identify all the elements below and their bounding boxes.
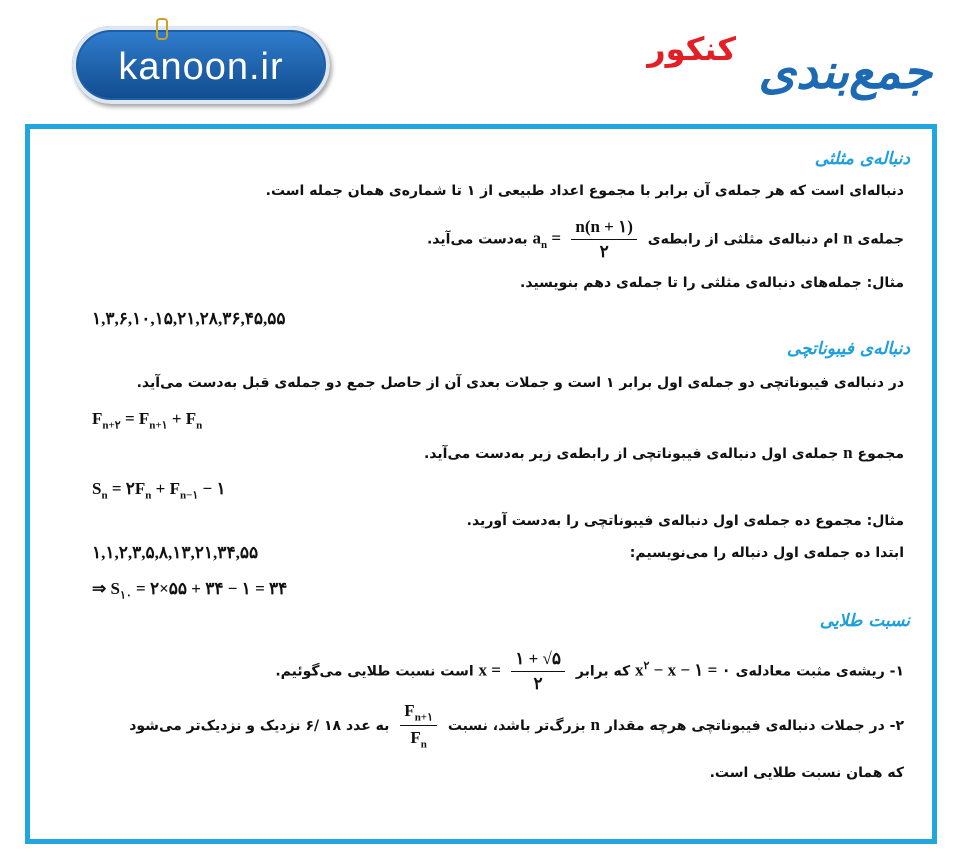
rec-plus: + F [167, 409, 197, 428]
item2-fraction [400, 701, 437, 751]
sum-intro-after: جمله‌ی اول دنباله‌ی فیبوناتچی از رابطه‌ی زیر به‌دست می‌آید. [423, 446, 839, 462]
formula-fraction [571, 217, 637, 262]
triangular-answer: ۱,۳,۶,۱۰,۱۵,۲۱,۲۸,۳۶,۴۵,۵۵ [92, 309, 286, 328]
item2-den-F: F [410, 728, 421, 748]
triangular-heading: دنباله‌ی مثلثی [814, 149, 910, 169]
sum-plus: + F [151, 479, 180, 498]
item2-mid: بزرگ‌تر باشد، نسبت [447, 717, 586, 734]
item1-equation [635, 659, 731, 681]
formula-lhs: a [532, 228, 542, 248]
rec-sub3: n [196, 419, 203, 432]
sum-intro-n: n [843, 443, 853, 462]
golden-heading: نسبت طلایی [819, 611, 910, 631]
sum-F2-sub: n−۱ [180, 489, 199, 502]
brand-jambandi: جمع‌بندی [758, 44, 932, 100]
item1-mid: که برابر [575, 663, 631, 680]
item2-ratio [394, 701, 443, 751]
logo-inner [78, 32, 324, 98]
fibonacci-sum-formula [92, 479, 226, 501]
formula-tail: به‌دست می‌آید. [426, 231, 528, 248]
item1-eq-rest: − x − ۱ = ۰ [649, 660, 731, 680]
result-sub: ۱۰ [119, 589, 132, 602]
sum-eq: = ۲F [107, 479, 146, 498]
triangular-formula: $a_n$ = $\frac{n(n + ۱)}{۲}$ [533, 217, 643, 262]
triangular-example: مثال: جمله‌های دنباله‌ی مثلثی را تا جمله‌ی دهم بنویسید. [520, 275, 904, 291]
paperclip-icon [156, 18, 168, 40]
formula-intro-after: ام دنباله‌ی مثلثی از رابطه‌ی [647, 231, 839, 248]
brand-title [592, 22, 932, 108]
item2-num-sub: n+۱ [414, 711, 433, 724]
sum-F-sub: n [145, 489, 152, 502]
sum-minus: − ۱ [198, 479, 226, 498]
item2-num-F: F [404, 701, 415, 720]
item1-after: است نسبت طلایی می‌گوئیم. [275, 663, 474, 680]
golden-item-2-continued: که همان نسبت طلایی است. [709, 765, 904, 781]
triangular-definition: دنباله‌ای است که هر جمله‌ی آن برابر با مجموع اعداد طبیعی از ۱ تا شماره‌ی همان جمله است. [265, 183, 904, 199]
sum-S: S [92, 479, 102, 498]
item1-eq-x: x [635, 660, 644, 680]
result-rest: = ۲×۵۵ + ۳۴ − ۱ = ۳۴ [131, 579, 288, 598]
logo-pill [72, 26, 330, 104]
logo-text: kanoon.ir [118, 46, 284, 88]
fibonacci-definition: در دنباله‌ی فیبوناتچی دو جمله‌ی اول برابر ۱ است و جملات بعدی آن از حاصل جمع دو جمله‌ی قبل به‌دست می‌آید. [136, 375, 904, 391]
rec-sub2: n+۱ [149, 419, 168, 432]
item2-denominator [400, 726, 437, 750]
item1-eq-sup: ۲ [643, 659, 650, 672]
fibonacci-recurrence [92, 409, 202, 431]
item1-x-formula [479, 649, 571, 694]
formula-denominator: ۲ [599, 242, 609, 261]
item2-after: به عدد ۱۸ /۶ نزدیک و نزدیک‌تر می‌شود [129, 717, 390, 734]
item1-numerator: ۱ + √۵ [511, 649, 565, 672]
item1-fraction [511, 649, 565, 694]
fibonacci-result [92, 579, 287, 601]
item2-den-sub: n [420, 738, 427, 751]
formula-numerator: n(n + ۱) [571, 217, 637, 240]
sum-intro-before: مجموع [857, 446, 904, 462]
item1-denominator: ۲ [533, 674, 543, 693]
item1-before: ۱- ریشه‌ی مثبت معادله‌ی [735, 663, 904, 680]
fibonacci-example: مثال: مجموع ده جمله‌ی اول دنباله‌ی فیبوناتچی را به‌دست آورید. [466, 513, 904, 529]
item1-x: x = [478, 660, 501, 680]
kanoon-logo[interactable] [72, 18, 334, 106]
content-frame [25, 124, 937, 844]
golden-item-1 [275, 649, 904, 694]
fibonacci-first-terms-label: ابتدا ده جمله‌ی اول دنباله را می‌نویسیم: [629, 545, 904, 561]
fibonacci-heading: دنباله‌ی فیبوناتچی [786, 339, 910, 359]
item2-n: n [590, 714, 601, 734]
rec-F1: F [92, 409, 103, 428]
golden-item-2 [129, 701, 904, 751]
sum-S-sub: n [101, 489, 108, 502]
result-arrow: ⇒ S [92, 579, 120, 598]
content [30, 129, 932, 839]
rec-eq: = F [120, 409, 150, 428]
fibonacci-sum-intro [424, 443, 904, 463]
formula-intro-before: جمله‌ی [857, 231, 904, 248]
formula-lhs-sub: n [541, 238, 548, 251]
triangular-formula-line [427, 217, 904, 262]
formula-intro-n: n [843, 228, 853, 248]
brand-konkur: کنکور [647, 30, 736, 68]
item2-before: ۲- در جملات دنباله‌ی فیبوناتچی هرچه مقدار [604, 717, 904, 734]
fibonacci-first-terms: ۱,۱,۲,۳,۵,۸,۱۳,۲۱,۳۴,۵۵ [92, 543, 259, 562]
item2-numerator [400, 701, 437, 726]
rec-sub1: n+۲ [102, 419, 121, 432]
